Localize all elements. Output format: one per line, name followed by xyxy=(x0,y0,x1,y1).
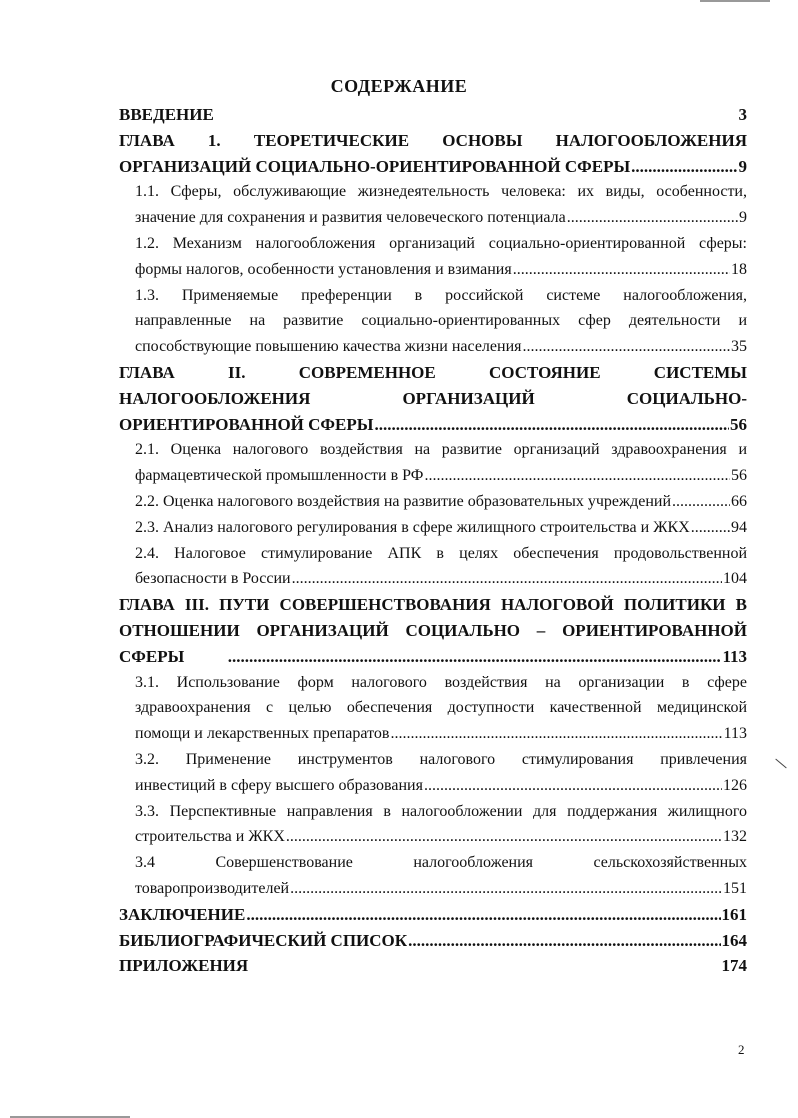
toc-page-number: 126 xyxy=(723,776,747,794)
toc-section-entry[interactable] xyxy=(119,179,747,231)
dot-leader xyxy=(691,515,730,541)
toc-section-entry[interactable] xyxy=(119,489,747,515)
dot-leader xyxy=(522,334,730,360)
toc-page-number: 9 xyxy=(739,209,747,227)
toc-page-number: 164 xyxy=(721,930,747,950)
toc-page-number: 104 xyxy=(723,570,747,588)
toc-section-entry[interactable] xyxy=(119,799,747,851)
scan-edge-mark xyxy=(700,0,770,2)
toc-page-number: 132 xyxy=(723,828,747,846)
toc-entry-line: ПРИЛОЖЕНИЯ xyxy=(119,956,249,976)
toc-entry-line: направленные на развитие социально-ориентированных сфер деятельности и xyxy=(135,312,747,330)
toc-entry-line: ГЛАВА II. СОВРЕМЕННОЕ СОСТОЯНИЕ СИСТЕМЫ xyxy=(119,362,747,382)
toc-page-number: 56 xyxy=(730,414,747,434)
dot-leader xyxy=(567,205,738,231)
toc-section-entry[interactable] xyxy=(119,541,747,593)
toc-entry-line: помощи и лекарственных препаратов xyxy=(135,725,390,743)
toc-entry-line: фармацевтической промышленности в РФ xyxy=(135,467,424,485)
toc-page-number: 94 xyxy=(731,518,747,536)
page-number: 2 xyxy=(738,1042,745,1057)
toc-entry-line: формы налогов, особенности установления и взимания xyxy=(135,260,512,278)
toc-entry-line: СФЕРЫ xyxy=(119,646,227,666)
toc-chapter-entry[interactable] xyxy=(119,592,747,669)
dot-leader xyxy=(513,257,730,283)
toc-page-number: 66 xyxy=(731,492,747,510)
toc-entry-line: товаропроизводителей xyxy=(135,879,290,897)
toc-entry-line: значение для сохранения и развития человеческого потенциала xyxy=(135,209,566,227)
toc-entry-line: строительства и ЖКХ xyxy=(135,828,285,846)
dot-leader xyxy=(286,824,722,850)
toc-entry-line: способствующие повышению качества жизни населения xyxy=(135,338,522,356)
toc-entry-line: 1.2. Механизм налогообложения организаций социально-ориентированной сферы: xyxy=(135,234,747,252)
toc-entry-line: 1.3. Применяемые преференции в российской системе налогообложения, xyxy=(135,286,747,304)
toc-entry-line: ОРИЕНТИРОВАННОЙ СФЕРЫ xyxy=(119,414,374,434)
dot-leader xyxy=(374,412,729,438)
toc-page-number: 174 xyxy=(721,956,747,976)
toc-page-number: 56 xyxy=(731,467,747,485)
dot-leader xyxy=(424,773,722,799)
toc-chapter-entry[interactable] xyxy=(119,902,747,928)
dot-leader xyxy=(424,463,730,489)
toc-section-entry[interactable] xyxy=(119,850,747,902)
table-of-contents xyxy=(119,102,747,979)
toc-chapter-entry[interactable] xyxy=(119,360,747,437)
toc-page-number: 9 xyxy=(738,156,747,176)
toc-entry-line: 2.4. Налоговое стимулирование АПК в целях обеспечения продовольственной xyxy=(135,544,747,562)
toc-page-number: 151 xyxy=(723,879,747,897)
dot-leader xyxy=(390,721,722,747)
toc-page-number: 113 xyxy=(722,646,747,666)
dot-leader xyxy=(672,489,730,515)
toc-entry-line: 2.1. Оценка налогового воздействия на развитие организаций здравоохранения и xyxy=(135,441,747,459)
toc-chapter-entry[interactable] xyxy=(119,128,747,180)
toc-chapter-entry[interactable] xyxy=(119,953,747,979)
toc-entry-line: 2.2. Оценка налогового воздействия на развитие образовательных учреждений xyxy=(135,492,672,510)
toc-entry-line: безопасности в России xyxy=(135,570,291,588)
toc-entry-line: ВВЕДЕНИЕ xyxy=(119,105,214,124)
dot-leader xyxy=(290,876,722,902)
toc-section-entry[interactable] xyxy=(119,437,747,489)
toc-section-entry[interactable] xyxy=(119,747,747,799)
toc-entry-line: БИБЛИОГРАФИЧЕСКИЙ СПИСОК xyxy=(119,930,408,950)
page-title: СОДЕРЖАНИЕ xyxy=(330,76,468,96)
toc-entry-line: 3.1. Использование форм налогового воздействия на организации в сфере xyxy=(135,673,747,691)
dot-leader xyxy=(631,154,737,180)
toc-page-number: 18 xyxy=(731,260,747,278)
toc-entry-line: ЗАКЛЮЧЕНИЕ xyxy=(119,904,246,924)
toc-section-entry[interactable] xyxy=(119,231,747,283)
toc-entry-line: 1.1. Сферы, обслуживающие жизнедеятельность человека: их виды, особенности, xyxy=(135,183,747,201)
toc-entry-line: ГЛАВА 1. ТЕОРЕТИЧЕСКИЕ ОСНОВЫ НАЛОГООБЛОЖЕНИЯ xyxy=(119,130,747,150)
toc-page-number: 35 xyxy=(731,338,747,356)
dot-leader xyxy=(292,566,722,592)
toc-entry-line: ОРГАНИЗАЦИЙ СОЦИАЛЬНО-ОРИЕНТИРОВАННОЙ СФЕРЫ xyxy=(119,156,631,176)
toc-entry-line: инвестиций в сферу высшего образования xyxy=(135,776,423,794)
toc-entry-line: 3.3. Перспективные направления в налогообложении для поддержания жилищного xyxy=(135,802,747,820)
toc-page-number: 113 xyxy=(723,725,747,743)
stray-pen-mark xyxy=(775,759,786,769)
toc-page-number: 3 xyxy=(738,105,747,124)
toc-entry-line: 3.2. Применение инструментов налогового стимулирования привлечения xyxy=(135,750,747,768)
toc-chapter-entry[interactable] xyxy=(119,102,747,128)
toc-page-number: 161 xyxy=(721,904,747,924)
toc-chapter-entry[interactable] xyxy=(119,928,747,954)
toc-section-entry[interactable] xyxy=(119,515,747,541)
toc-entry-line: 3.4 Совершенствование налогообложения сельскохозяйственных xyxy=(135,854,747,872)
dot-leader xyxy=(228,644,722,670)
dot-leader xyxy=(246,902,720,928)
toc-entry-line: ГЛАВА III. ПУТИ СОВЕРШЕНСТВОВАНИЯ НАЛОГОВОЙ ПОЛИТИКИ В xyxy=(119,595,747,615)
dot-leader xyxy=(408,928,720,954)
toc-section-entry[interactable] xyxy=(119,670,747,747)
toc-section-entry[interactable] xyxy=(119,283,747,360)
toc-entry-line: 2.3. Анализ налогового регулирования в сфере жилищного строительства и ЖКХ xyxy=(135,518,690,536)
toc-entry-line: НАЛОГООБЛОЖЕНИЯ ОРГАНИЗАЦИЙ СОЦИАЛЬНО- xyxy=(119,388,747,408)
toc-entry-line: здравоохранения с целью обеспечения доступности качественной медицинской xyxy=(135,699,747,717)
toc-entry-line: ОТНОШЕНИИ ОРГАНИЗАЦИЙ СОЦИАЛЬНО – ОРИЕНТИРОВАННОЙ xyxy=(119,620,747,640)
